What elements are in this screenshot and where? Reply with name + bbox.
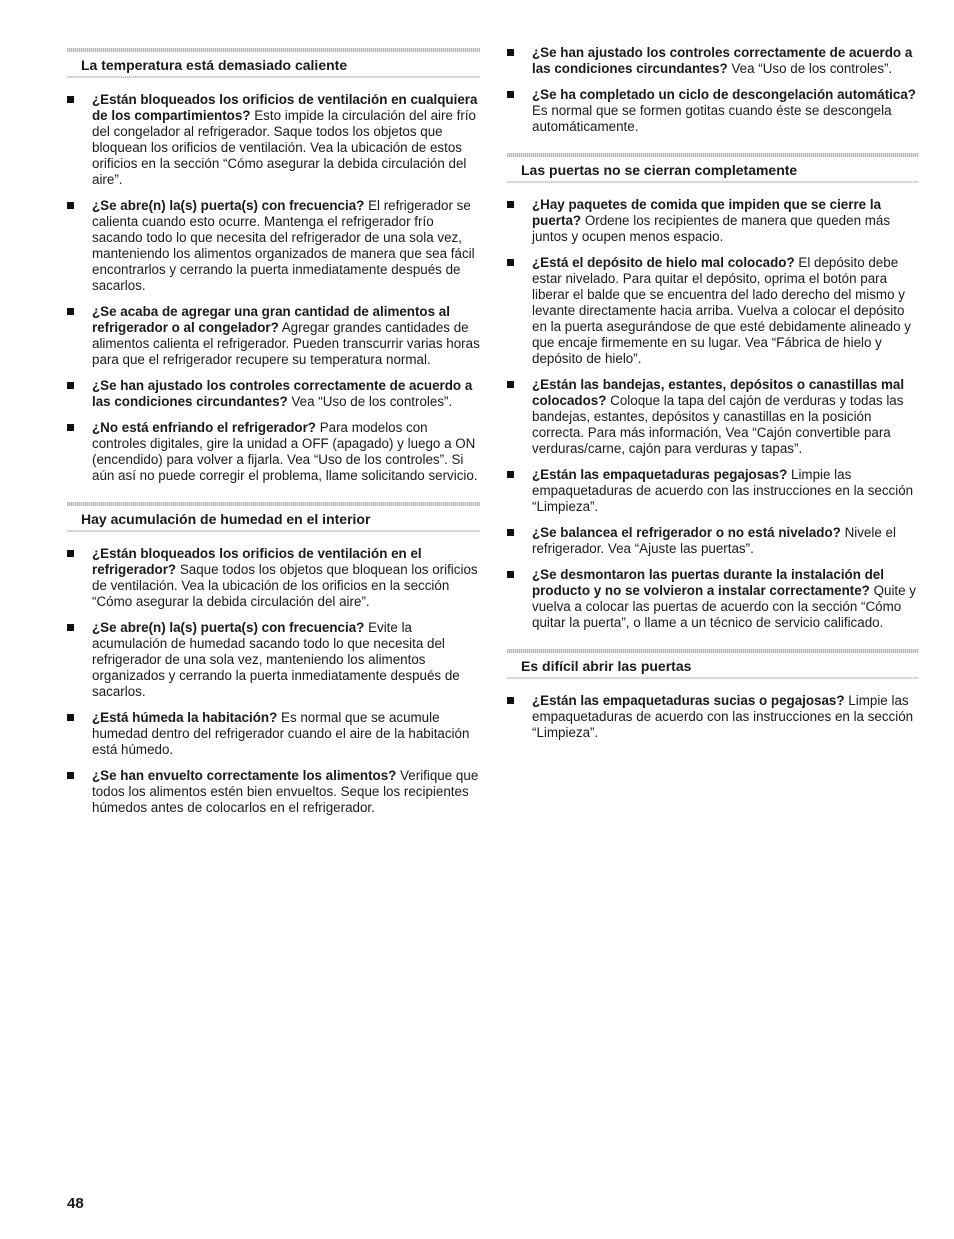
list-item	[67, 92, 480, 188]
list-item	[507, 467, 919, 515]
list-item	[67, 710, 480, 758]
list-item	[507, 87, 919, 135]
square-bullet-icon	[67, 96, 74, 103]
question-text: ¿Se abre(n) la(s) puerta(s) con frecuencia?	[92, 620, 365, 635]
section-hay-acumulacion-de-humedad-en-el-interior	[67, 502, 480, 816]
answer-text: Es normal que se acumule humedad dentro del refrigerador cuando el aire de la habitación está húmedo.	[92, 710, 470, 757]
list-item	[67, 420, 480, 484]
question-text: ¿Hay paquetes de comida que impiden que se cierre la puerta?	[532, 197, 882, 228]
question-text: ¿Se ha completado un ciclo de descongelación automática?	[532, 87, 916, 102]
square-bullet-icon	[507, 49, 514, 56]
answer-text: Quite y vuelva a colocar las puertas de acuerdo con la sección “Cómo quitar la puerta”, o llame a un técnico de servicio calificado.	[532, 583, 916, 630]
answer-text: Vea “Uso de los controles”.	[731, 61, 893, 76]
section-title: Hay acumulación de humedad en el interior	[81, 511, 371, 527]
list-item	[507, 255, 919, 367]
section-las-puertas-no-se-cierran-completamente	[507, 153, 919, 631]
answer-text: El depósito debe estar nivelado. Para quitar el depósito, oprima el botón para liberar el balde que se encuentra del lado derecho del mismo y levante directamente hacia arriba. Vuelva a colocar el depósito en la puerta asegurándose de que esté debidamente alineado y que encaje firmemente en su lugar. Vea “Fábrica de hielo y depósito de hielo”.	[532, 255, 911, 366]
answer-text: El refrigerador se calienta cuando esto ocurre. Mantenga el refrigerador frío sacando todo lo que necesita del refrigerador de una sola vez, manteniendo los alimentos organizados de manera que sea fácil encontrarlos y cerrando la puerta inmediatamente después de sacarlos.	[92, 198, 475, 293]
question-text: ¿No está enfriando el refrigerador?	[92, 420, 316, 435]
list-item	[507, 525, 919, 557]
square-bullet-icon	[67, 550, 74, 557]
section-title: Es difícil abrir las puertas	[521, 658, 692, 674]
answer-text: Saque todos los objetos que bloquean los orificios de ventilación. Vea la ubicación de los orificios en la sección “Cómo asegurar la debida circulación del aire”.	[92, 562, 478, 609]
question-text: ¿Están las empaquetaduras pegajosas?	[532, 467, 788, 482]
square-bullet-icon	[67, 308, 74, 315]
troubleshooting-list	[67, 546, 480, 816]
square-bullet-icon	[67, 424, 74, 431]
answer-text: Esto impide la circulación del aire frío del congelador al refrigerador. Saque todos los objetos que bloquean los orificios de ventilación. Vea la ubicación de estos orificios en la sección “Cómo asegurar la debida circulación del aire”.	[92, 108, 477, 187]
section-rule-bottom	[67, 76, 480, 78]
section-header	[67, 502, 480, 532]
section-title: Las puertas no se cierran completamente	[521, 162, 798, 178]
list-item	[507, 693, 919, 741]
list-item	[507, 197, 919, 245]
section-rule-bottom	[507, 181, 919, 183]
answer-text: Ordene los recipientes de manera que queden más juntos y ocupen menos espacio.	[532, 213, 891, 244]
question-text: ¿Está húmeda la habitación?	[92, 710, 278, 725]
answer-text: Coloque la tapa del cajón de verduras y todas las bandejas, estantes, depósitos y canastillas en la posición correcta. Para más información, Vea “Cajón convertible para verduras/carne, cajón para verduras y tapas”.	[532, 393, 904, 456]
square-bullet-icon	[67, 714, 74, 721]
list-item	[67, 546, 480, 610]
question-text: ¿Está el depósito de hielo mal colocado?	[532, 255, 795, 270]
list-item	[67, 378, 480, 410]
square-bullet-icon	[507, 259, 514, 266]
question-text: ¿Se han envuelto correctamente los alimentos?	[92, 768, 397, 783]
answer-text: Nivele el refrigerador. Vea “Ajuste las puertas”.	[532, 525, 896, 556]
question-text: ¿Se abre(n) la(s) puerta(s) con frecuencia?	[92, 198, 365, 213]
left-column	[67, 48, 480, 834]
list-item	[67, 304, 480, 368]
section-header	[67, 48, 480, 78]
answer-text: Limpie las empaquetaduras de acuerdo con las instrucciones en la sección “Limpieza”.	[532, 467, 914, 514]
square-bullet-icon	[507, 529, 514, 536]
question-text: ¿Se han ajustado los controles correctamente de acuerdo a las condiciones circundantes?	[92, 378, 473, 409]
question-text: ¿Se acaba de agregar una gran cantidad de alimentos al refrigerador o al congelador?	[92, 304, 450, 335]
list-item	[67, 198, 480, 294]
square-bullet-icon	[67, 382, 74, 389]
troubleshooting-list	[507, 693, 919, 741]
section-es-dificil-abrir-las-puertas	[507, 649, 919, 741]
right-column	[507, 45, 919, 759]
question-text: ¿Están bloqueados los orificios de ventilación en el refrigerador?	[92, 546, 422, 577]
answer-text: Agregar grandes cantidades de alimentos calienta el refrigerador. Pueden transcurrir varias horas para que el refrigerador recupere su temperatura normal.	[92, 320, 480, 367]
answer-text: Verifique que todos los alimentos estén bien envueltos. Seque los recipientes húmedos antes de colocarlos en el refrigerador.	[92, 768, 479, 815]
question-text: ¿Están bloqueados los orificios de ventilación en cualquiera de los compartimientos?	[92, 92, 478, 123]
section-rule-bottom	[507, 677, 919, 679]
section-continued	[507, 45, 919, 135]
troubleshooting-list	[507, 197, 919, 631]
square-bullet-icon	[507, 571, 514, 578]
list-item	[67, 620, 480, 700]
question-text: ¿Están las bandejas, estantes, depósitos o canastillas mal colocados?	[532, 377, 905, 408]
square-bullet-icon	[507, 201, 514, 208]
square-bullet-icon	[67, 624, 74, 631]
question-text: ¿Se han ajustado los controles correctamente de acuerdo a las condiciones circundantes?	[532, 45, 913, 76]
square-bullet-icon	[67, 772, 74, 779]
answer-text: Es normal que se formen gotitas cuando éste se descongela automáticamente.	[532, 103, 892, 134]
square-bullet-icon	[507, 471, 514, 478]
troubleshooting-list	[507, 45, 919, 135]
answer-text: Para modelos con controles digitales, gire la unidad a OFF (apagado) y luego a ON (encendido) para volver a fijarla. Vea “Uso de los controles”. Si aún así no puede corregir el problema, llame solicitando servicio.	[92, 420, 478, 483]
section-header	[507, 649, 919, 679]
list-item	[507, 45, 919, 77]
section-la-temperatura-esta-demasiado-caliente	[67, 48, 480, 484]
answer-text: Evite la acumulación de humedad sacando todo lo que necesita del refrigerador de una sola vez, manteniendo los alimentos organizados y cerrando la puerta inmediatamente después de sacarlos.	[92, 620, 460, 699]
page-number: 48	[67, 1195, 84, 1212]
question-text: ¿Están las empaquetaduras sucias o pegajosas?	[532, 693, 845, 708]
square-bullet-icon	[507, 697, 514, 704]
square-bullet-icon	[67, 202, 74, 209]
list-item	[67, 768, 480, 816]
section-title: La temperatura está demasiado caliente	[81, 57, 348, 73]
question-text: ¿Se desmontaron las puertas durante la instalación del producto y no se volvieron a instalar correctamente?	[532, 567, 884, 598]
list-item	[507, 567, 919, 631]
answer-text: Limpie las empaquetaduras de acuerdo con las instrucciones en la sección “Limpieza”.	[532, 693, 914, 740]
troubleshooting-list	[67, 92, 480, 484]
section-rule-bottom	[67, 530, 480, 532]
list-item	[507, 377, 919, 457]
answer-text: Vea “Uso de los controles”.	[291, 394, 453, 409]
question-text: ¿Se balancea el refrigerador o no está nivelado?	[532, 525, 841, 540]
section-header	[507, 153, 919, 183]
square-bullet-icon	[507, 91, 514, 98]
square-bullet-icon	[507, 381, 514, 388]
